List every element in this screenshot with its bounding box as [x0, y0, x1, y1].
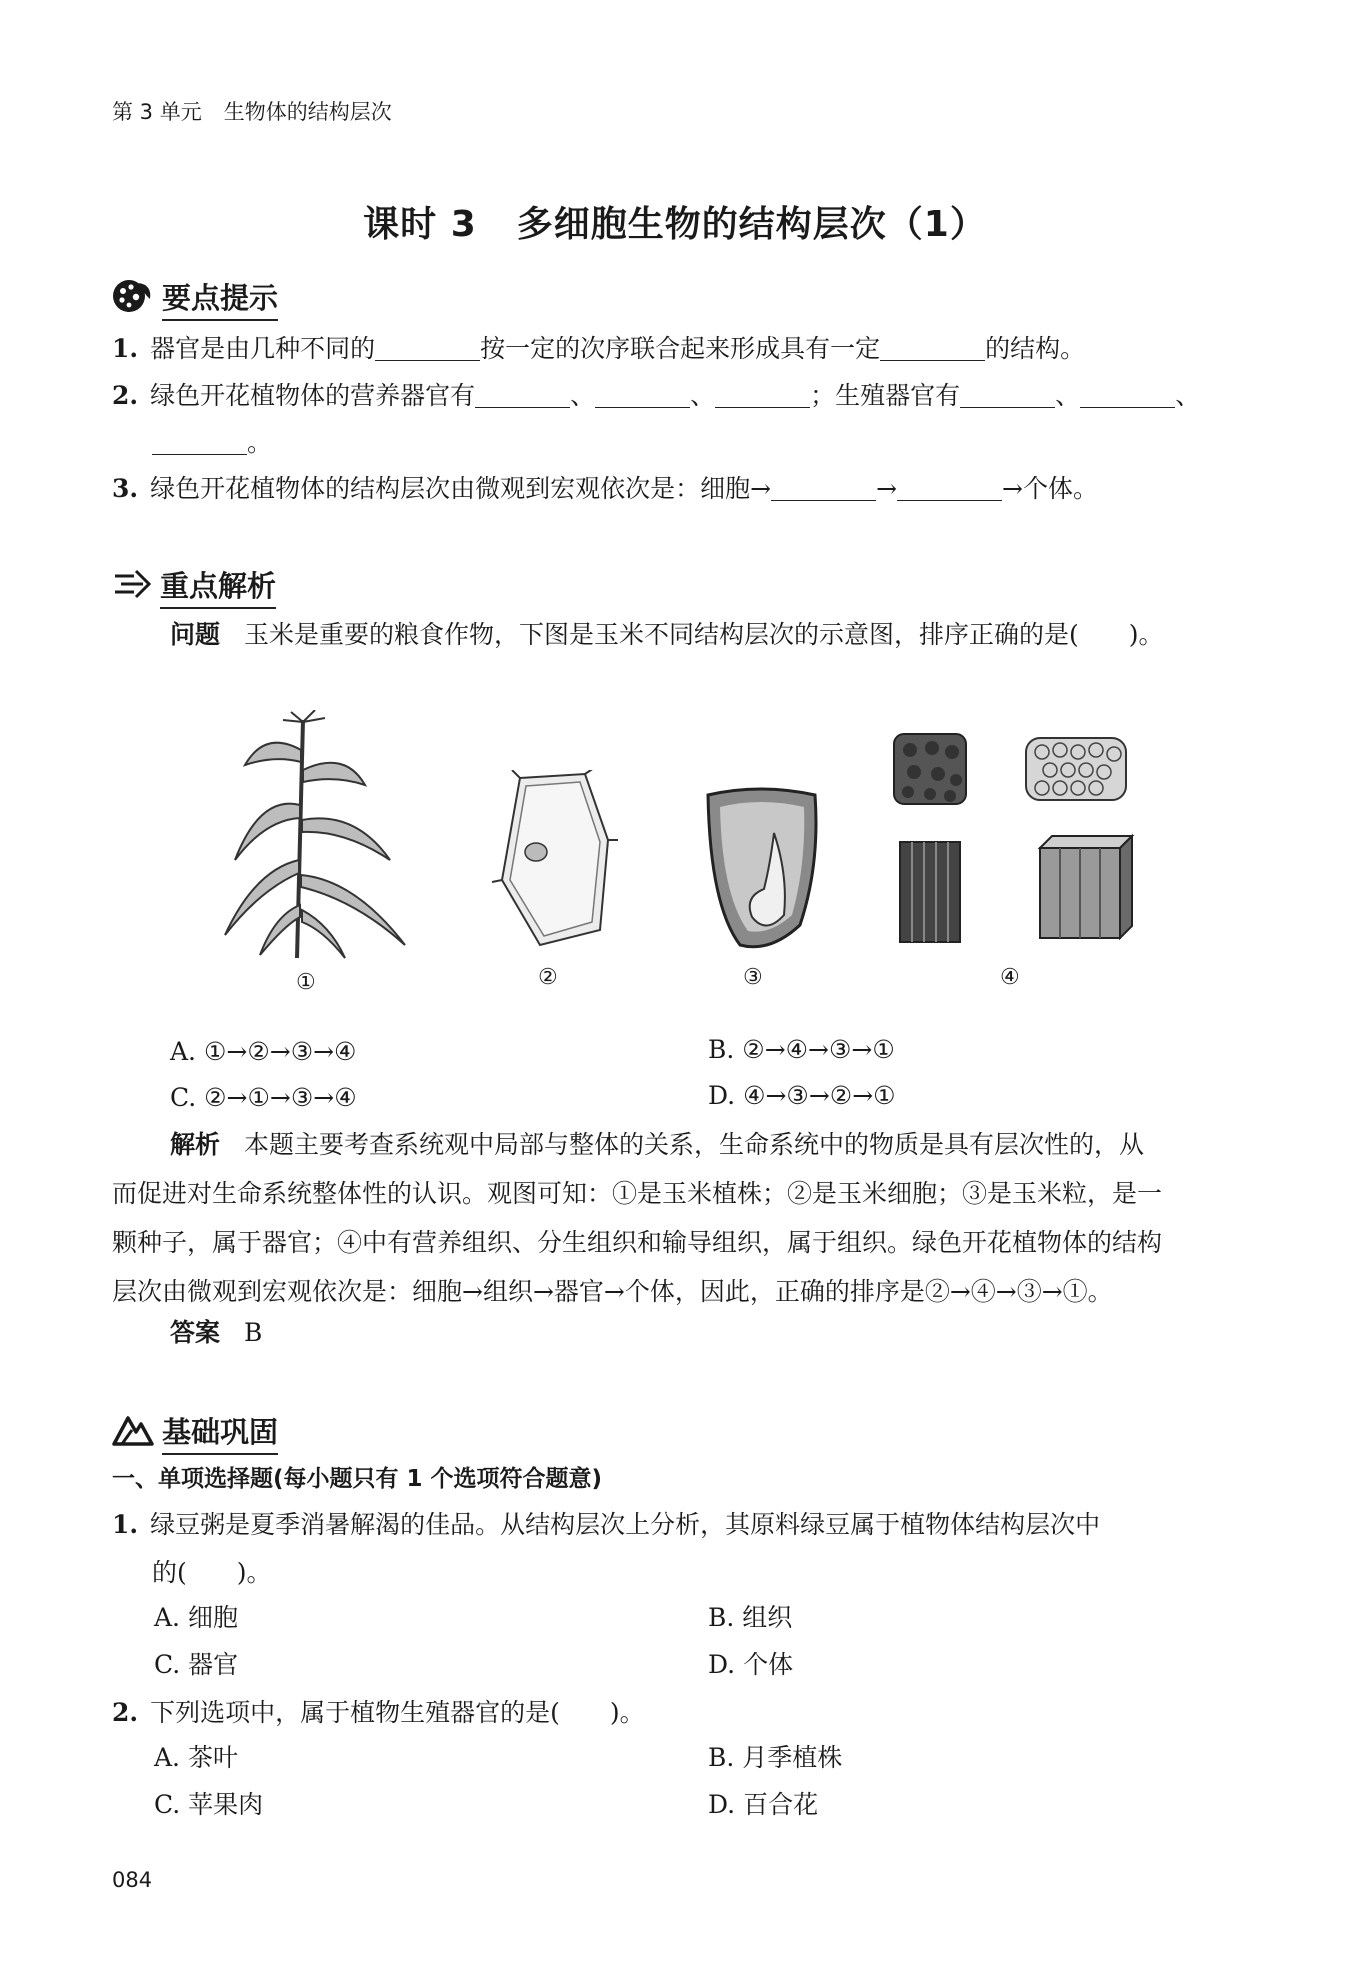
- blank[interactable]: [880, 330, 985, 361]
- exercise-2-option-a[interactable]: A. 茶叶: [154, 1743, 238, 1772]
- speed-lines-icon: [112, 566, 152, 602]
- key-point-2: 2. 绿色开花植物体的营养器官有 、 、 ；生殖器官有 、 、: [112, 373, 1250, 419]
- exercise-2: 2. 下列选项中，属于植物生殖器官的是( )。: [112, 1698, 645, 1727]
- exercise-2-option-b[interactable]: B. 月季植株: [708, 1743, 843, 1772]
- analysis-label: 解析: [170, 1130, 221, 1159]
- exercise-1-cont: 的( )。: [152, 1558, 272, 1587]
- answer: [170, 1310, 1250, 1356]
- blank[interactable]: [152, 424, 247, 455]
- unit-topic: 生物体的结构层次: [223, 100, 392, 124]
- exercise-2-option-c[interactable]: C. 苹果肉: [154, 1790, 264, 1819]
- part-heading: 一、单项选择题(每小题只有 1 个选项符合题意): [112, 1466, 603, 1492]
- blank[interactable]: [715, 377, 810, 408]
- exercise-1-option-b[interactable]: B. 组织: [708, 1603, 793, 1632]
- exercise-1-option-c[interactable]: C. 器官: [154, 1650, 239, 1679]
- mountain-icon: [112, 1412, 154, 1448]
- blank[interactable]: [897, 470, 1002, 501]
- blank[interactable]: [375, 330, 480, 361]
- section-title: 重点解析: [160, 564, 276, 605]
- section-title: 基础巩固: [162, 1410, 278, 1451]
- problem-option-b[interactable]: B. ②→④→③→①: [708, 1035, 895, 1064]
- corn-seed-figure: [700, 785, 825, 955]
- blank[interactable]: [960, 377, 1055, 408]
- figure-label-1: ①: [296, 970, 316, 995]
- problem-option-a[interactable]: A. ①→②→③→④: [170, 1037, 357, 1066]
- figure-label-3: ③: [743, 965, 763, 990]
- section-key-analysis: [112, 562, 276, 606]
- key-point-3: 3. 绿色开花植物体的结构层次由微观到宏观依次是：细胞→ → →个体。: [112, 466, 1250, 512]
- answer-value: B: [244, 1318, 263, 1347]
- problem-option-d[interactable]: D. ④→③→②→①: [708, 1081, 896, 1110]
- problem-option-c[interactable]: C. ②→①→③→④: [170, 1083, 357, 1112]
- corn-plant-figure: [205, 710, 425, 960]
- figure-label-4: ④: [1000, 965, 1020, 990]
- analysis: 解析 本题主要考查系统观中局部与整体的关系，生命系统中的物质是具有层次性的，从 而促进对生命系统整体性的认识。观图可知：①是玉米植株；②是玉米细胞；③是玉米粒，是一 颗种子，属于器官；④中有营养组织、分生组织和输导组织，属于组织。绿色开花植物体的结构 层次由微观到宏观依次是：细胞→组织→器官→个体，因此，正确的排序是②→④→③→①。: [112, 1130, 1163, 1306]
- section-basic-review: [112, 1408, 278, 1452]
- figure-label-2: ②: [538, 965, 558, 990]
- blank[interactable]: [771, 470, 876, 501]
- exercise-1-option-d[interactable]: D. 个体: [708, 1650, 794, 1679]
- exercise-2-option-d[interactable]: D. 百合花: [708, 1790, 819, 1819]
- palette-icon: [112, 277, 154, 315]
- lesson-name: 多细胞生物的结构层次（1）: [516, 204, 987, 245]
- key-point-2-cont: 。: [152, 420, 1250, 466]
- problem-label: 问题: [170, 620, 221, 649]
- lesson-number: 课时 3: [363, 204, 477, 245]
- lesson-title: [0, 196, 1350, 247]
- section-key-points: [112, 274, 278, 318]
- blank[interactable]: [475, 377, 570, 408]
- section-title: 要点提示: [162, 276, 278, 317]
- answer-label: 答案: [170, 1318, 221, 1347]
- exercise-1-option-a[interactable]: A. 细胞: [154, 1603, 238, 1632]
- problem-statement: 问题 玉米是重要的粮食作物，下图是玉米不同结构层次的示意图，排序正确的是( )。: [170, 620, 1164, 649]
- blank[interactable]: [595, 377, 690, 408]
- unit-header: [112, 96, 392, 126]
- page-number: 084: [112, 1868, 153, 1892]
- corn-cell-figure: [490, 770, 620, 950]
- exercise-1: 1. 绿豆粥是夏季消暑解渴的佳品。从结构层次上分析，其原料绿豆属于植物体结构层次中: [112, 1510, 1101, 1539]
- tissue-blocks-figure: [890, 730, 1150, 950]
- blank[interactable]: [1080, 377, 1175, 408]
- key-point-1: 1. 器官是由几种不同的 按一定的次序联合起来形成具有一定 的结构。: [112, 326, 1250, 372]
- unit-number: 第 3 单元: [112, 100, 202, 124]
